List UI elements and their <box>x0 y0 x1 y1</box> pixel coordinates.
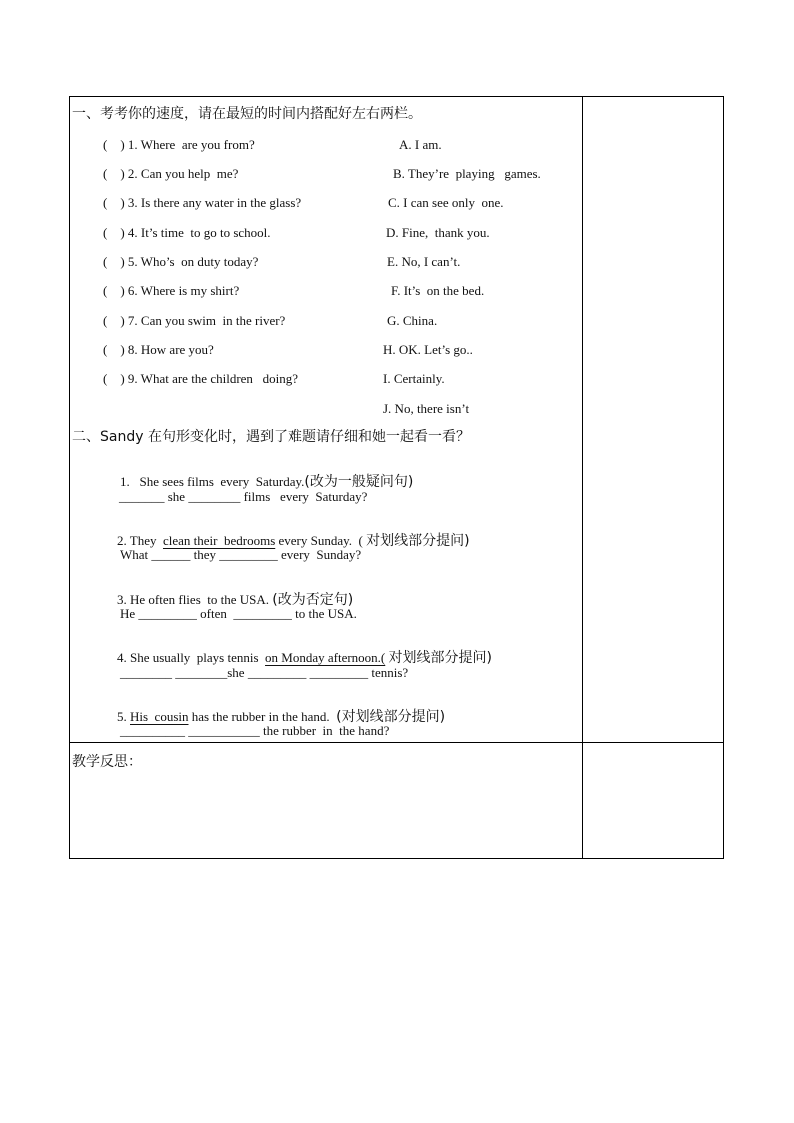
question-9: ( ) 9. What are the children doing? <box>103 371 299 386</box>
question-8: ( ) 8. How are you? <box>103 342 214 357</box>
transform-item-4: 4. She usually plays tennis on Monday afternoon.( 对划线部分提问) <box>117 650 492 666</box>
table-border-top <box>69 96 724 97</box>
answer-f: F. It’s on the bed. <box>391 283 485 298</box>
transform-item-5: 5. His cousin has the rubber in the hand. (对划线部分提问) <box>117 709 446 725</box>
table-border-bottom <box>69 858 724 859</box>
worksheet-table <box>69 96 724 859</box>
answer-j: J. No, there isn’t <box>383 401 470 416</box>
table-column-divider <box>582 96 583 859</box>
answer-h: H. OK. Let’s go.. <box>383 342 473 357</box>
underlined-phrase: clean their bedrooms <box>162 533 276 548</box>
transform-item-4-instruction: 对划线部分提问) <box>388 650 492 666</box>
underlined-phrase: His cousin <box>130 709 189 724</box>
transform-item-5-instruction: (对划线部分提问) <box>336 709 446 725</box>
section1-title: 一、考考你的速度，请在最短的时间内搭配好左右两栏。 <box>72 106 422 122</box>
transform-item-4-answer: ________ ________she _________ _________ tennis? <box>120 665 409 680</box>
answer-a: A. I am. <box>399 137 442 152</box>
answer-g: G. China. <box>387 313 438 328</box>
table-border-left <box>69 96 70 859</box>
answer-i: I. Certainly. <box>383 371 445 386</box>
transform-item-2: 2. They clean their bedrooms every Sunday. ( 对划线部分提问) <box>117 533 470 549</box>
transform-item-1-answer: _______ she ________ films every Saturday? <box>119 489 368 504</box>
question-4: ( ) 4. It’s time to go to school. <box>103 225 271 240</box>
question-2: ( ) 2. Can you help me? <box>103 166 239 181</box>
answer-e: E. No, I can’t. <box>387 254 461 269</box>
section2-title: 二、Sandy 在句形变化时，遇到了难题请仔细和她一起看一看？ <box>72 429 470 445</box>
transform-item-3-answer: He _________ often _________ to the USA. <box>120 606 357 621</box>
transform-item-1-instruction: (改为一般疑问句) <box>304 474 414 490</box>
question-7: ( ) 7. Can you swim in the river? <box>103 313 286 328</box>
transform-item-2-answer: What ______ they _________ every Sunday? <box>120 547 362 562</box>
question-1: ( ) 1. Where are you from? <box>103 137 255 152</box>
answer-d: D. Fine, thank you. <box>386 225 490 240</box>
transform-item-5-answer: __________ ___________ the rubber in the hand? <box>120 723 390 738</box>
question-6: ( ) 6. Where is my shirt? <box>103 283 240 298</box>
underlined-phrase: on Monday afternoon.( <box>265 650 386 665</box>
transform-item-3-instruction: (改为否定句) <box>272 592 354 608</box>
answer-b: B. They’re playing games. <box>393 166 541 181</box>
table-row-divider <box>69 742 724 743</box>
question-5: ( ) 5. Who’s on duty today? <box>103 254 259 269</box>
teaching-reflection-label: 教学反思： <box>72 754 142 770</box>
transform-item-2-instruction: 对划线部分提问) <box>366 533 470 549</box>
transform-item-1-sentence: 1. She sees films every Saturday. <box>120 474 305 489</box>
answer-c: C. I can see only one. <box>388 195 504 210</box>
question-3: ( ) 3. Is there any water in the glass? <box>103 195 302 210</box>
transform-item-3: 3. He often flies to the USA. (改为否定句) <box>117 592 354 608</box>
table-border-right <box>723 96 724 859</box>
